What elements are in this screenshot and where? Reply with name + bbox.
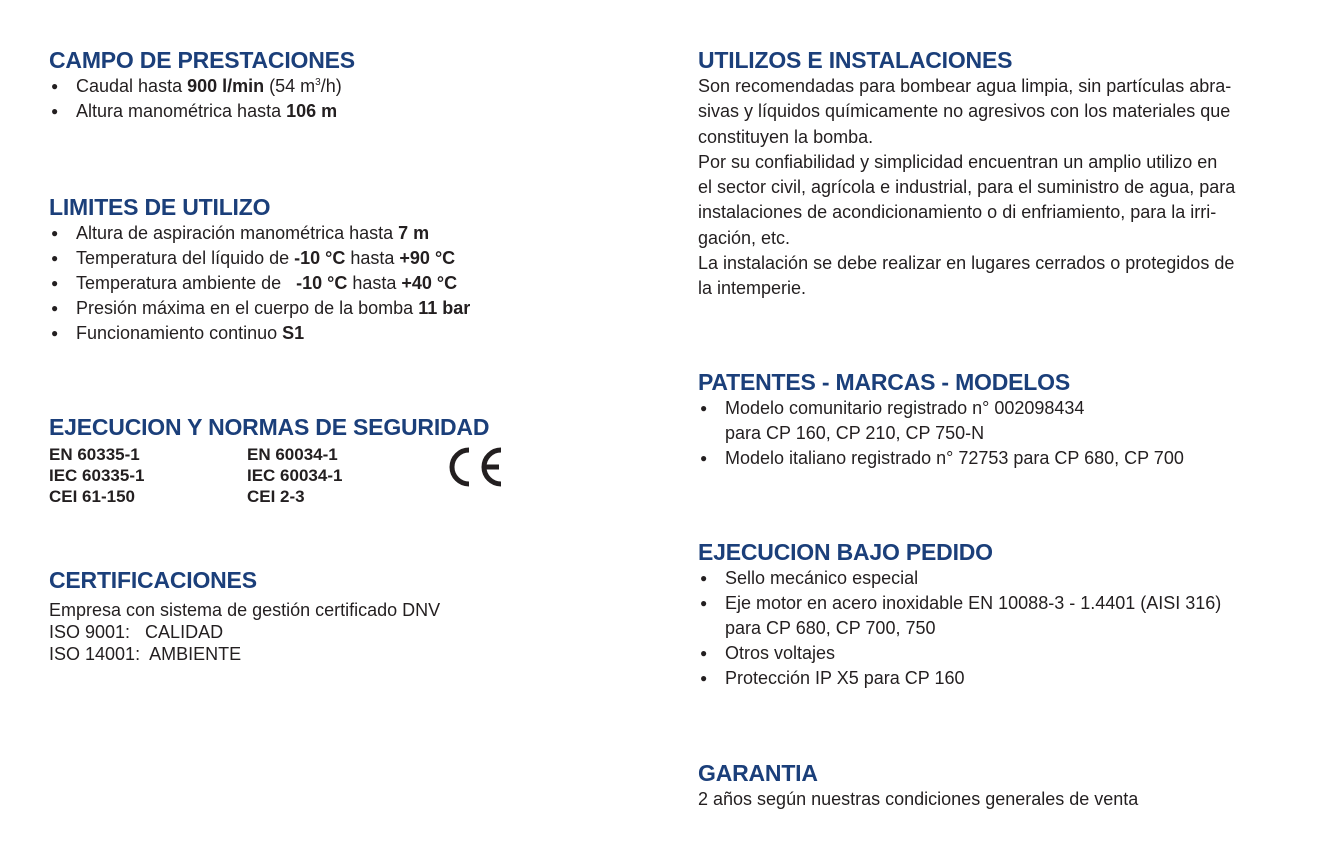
list-item: ● Presión máxima en el cuerpo de la bomba 11 bar: [49, 296, 639, 321]
certification-line: ISO 9001: CALIDAD: [49, 622, 224, 642]
norms-column-1: [49, 444, 144, 507]
section-campo-prestaciones: [49, 46, 639, 124]
paragraph-line: La instalación se debe realizar en lugares cerrados o protegidos de: [698, 253, 1235, 274]
paragraph: [698, 74, 1298, 302]
list-item: ● Altura manométrica hasta 106 m: [49, 99, 639, 124]
list-item: ● Altura de aspiración manométrica hasta 7 m: [49, 221, 639, 246]
bullet-list: [49, 74, 639, 124]
section-bajo-pedido: [698, 538, 1298, 691]
norm-code: EN 60335-1: [49, 445, 140, 464]
list-item: ● Protección IP X5 para CP 160: [698, 666, 1298, 691]
norm-code: CEI 2-3: [247, 487, 305, 506]
section-heading: GARANTIA: [698, 760, 818, 786]
section-heading: UTILIZOS E INSTALACIONES: [698, 47, 1013, 73]
paragraph-line: instalaciones de acondicionamiento o di enfriamiento, para la irri-: [698, 202, 1217, 223]
certification-text: [49, 599, 639, 665]
list-item: ● Sello mecánico especial: [698, 566, 1298, 591]
bullet-list: [698, 396, 1298, 471]
list-item: ● Funcionamiento continuo S1: [49, 321, 639, 346]
list-item: ● Modelo italiano registrado n° 72753 para CP 680, CP 700: [698, 446, 1298, 471]
section-ejecucion-normas: [49, 413, 639, 504]
certification-line: Empresa con sistema de gestión certificado DNV: [49, 600, 441, 620]
norm-code: EN 60034-1: [247, 445, 338, 464]
certification-line: ISO 14001: AMBIENTE: [49, 644, 242, 664]
ce-mark-icon: [445, 444, 505, 490]
section-patentes: [698, 368, 1298, 471]
list-item: ● Temperatura ambiente de -10 °C hasta +40 °C: [49, 271, 639, 296]
paragraph-line: el sector civil, agrícola e industrial, para el suministro de agua, para: [698, 177, 1236, 198]
section-limites-utilizo: [49, 193, 639, 346]
list-item: ● Modelo comunitario registrado n° 002098434 para CP 160, CP 210, CP 750-N: [698, 396, 1298, 446]
section-heading: PATENTES - MARCAS - MODELOS: [698, 369, 1070, 395]
section-utilizos-instalaciones: [698, 46, 1298, 302]
list-item: ● Eje motor en acero inoxidable EN 10088-3 - 1.4401 (AISI 316) para CP 680, CP 700, 750: [698, 591, 1298, 641]
bullet-list: [698, 566, 1298, 691]
norms-column-2: [247, 444, 342, 507]
paragraph-line: Por su confiabilidad y simplicidad encuentran un amplio utilizo en: [698, 151, 1218, 172]
paragraph-line: constituyen la bomba.: [698, 126, 874, 147]
list-item: ● Caudal hasta 900 l/min (54 $m^3/h$): [49, 74, 639, 99]
norm-code: IEC 60335-1: [49, 466, 145, 485]
section-heading: CAMPO DE PRESTACIONES: [49, 47, 355, 73]
norm-code: CEI 61-150: [49, 487, 135, 506]
garantia-text: 2 años según nuestras condiciones generales de venta: [698, 789, 1139, 809]
section-certificaciones: [49, 566, 639, 665]
list-item: ● Otros voltajes: [698, 641, 1298, 666]
section-heading: LIMITES DE UTILIZO: [49, 194, 271, 220]
paragraph-line: la intemperie.: [698, 278, 807, 299]
paragraph-line: gación, etc.: [698, 227, 791, 248]
list-item: ● Temperatura del líquido de -10 °C hasta +90 °C: [49, 246, 639, 271]
paragraph-line: Son recomendadas para bombear agua limpia, sin partículas abra-: [698, 76, 1232, 96]
section-garantia: [698, 759, 1298, 812]
section-heading: CERTIFICACIONES: [49, 567, 257, 593]
section-heading: EJECUCION BAJO PEDIDO: [698, 539, 993, 565]
paragraph-line: sivas y líquidos químicamente no agresivos con los materiales que: [698, 101, 1231, 122]
norm-code: IEC 60034-1: [247, 466, 343, 485]
bullet-list: [49, 221, 639, 346]
norms-block: [49, 444, 639, 504]
section-heading: EJECUCION Y NORMAS DE SEGURIDAD: [49, 414, 490, 440]
